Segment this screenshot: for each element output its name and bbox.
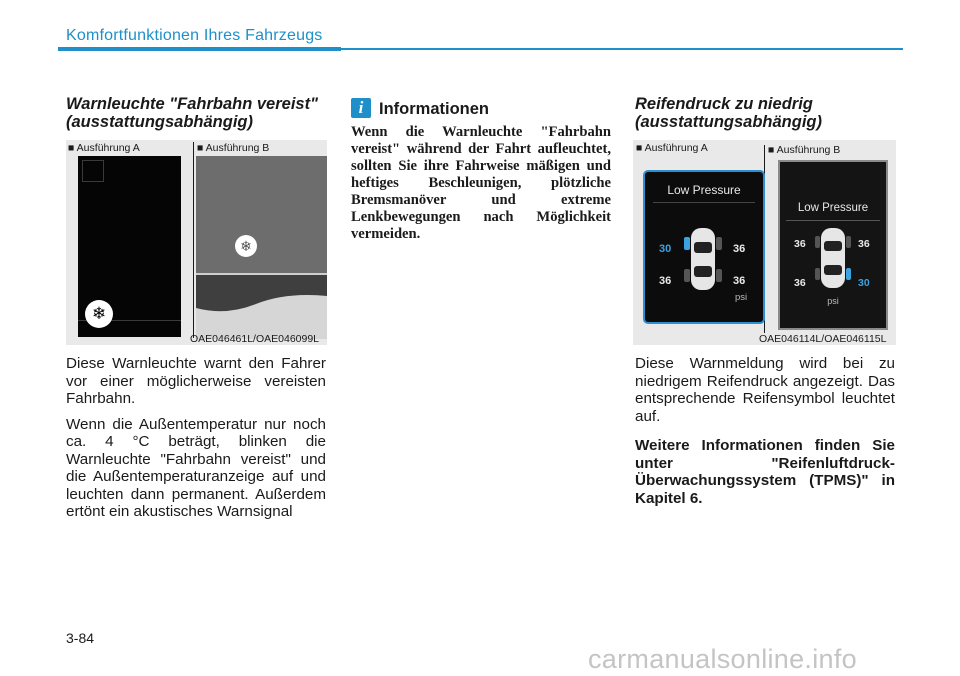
paragraph-bold: Weitere Informationen finden Sie unter "Reifenluftdruck-Überwachungssystem (TPMS)" in Kapitel 6. (635, 437, 895, 507)
tpms-title-rule (786, 220, 880, 221)
car-top-view-icon (683, 226, 723, 292)
info-icon: i (351, 98, 371, 118)
section-title-line1: Reifendruck zu niedrig (635, 95, 813, 113)
watermark: carmanualsonline.info (588, 644, 857, 674)
figure-code: OAE046461L/OAE046099L (190, 333, 320, 345)
figure-road-ice-warning (66, 140, 327, 345)
header-rule-thick (58, 47, 341, 51)
tpms-unit: psi (827, 296, 839, 306)
screen-frame-corner (82, 160, 104, 182)
paragraph: Wenn die Außentemperatur nur noch ca. 4 °C beträgt, blinken die Warnleuchte "Fahrbahn vereist" und die Außentemperaturanzeige auf und leuchten dann permanent. Außerdem ertönt ein akustisches Warnsignal (66, 415, 326, 520)
section-title-line1: Warnleuchte "Fahrbahn vereist" (66, 95, 318, 113)
page-number: 3-84 (66, 630, 95, 646)
section-title-road-ice (66, 95, 336, 131)
figure-low-pressure (633, 140, 896, 345)
tpms-title: Low Pressure (797, 202, 869, 214)
tire-pressure-fl: 30 (659, 243, 672, 255)
chapter-title: Komfortfunktionen Ihres Fahrzeugs (66, 27, 323, 44)
right-body (635, 355, 895, 515)
info-text: Wenn die Warnleuchte "Fahrbahn vereist" während der Fahrt aufleuchtet, sollten Sie ihre Fahrweise mäßigen und heftiges Beschleunigen, plötzliche Bremsmanöver und extreme Lenkbewegungen nach Möglichkeit vermeiden. (351, 124, 611, 242)
car-top-view-icon (814, 226, 852, 290)
tire-pressure-rl: 36 (794, 277, 806, 289)
header-rule-thin (341, 48, 903, 50)
tire-pressure-rl: 36 (659, 275, 672, 287)
left-body (66, 355, 326, 529)
tire-pressure-rr: 36 (733, 275, 746, 287)
paragraph: Diese Warnleuchte warnt den Fahrer vor einer möglicherweise vereisten Fahrbahn. (66, 355, 326, 407)
figure-divider (193, 142, 194, 338)
figure-label-b: ■ Ausführung B (197, 142, 270, 154)
paragraph: Diese Warnmeldung wird bei zu niedrigem Reifendruck angezeigt. Das entsprechende Reifensymbol leuchtet auf. (635, 355, 895, 425)
tpms-screen-a (643, 170, 765, 324)
tire-pressure-fr: 36 (858, 238, 870, 250)
info-title: Informationen (379, 100, 489, 118)
figure-code: OAE046114L/OAE046115L (759, 333, 887, 345)
figure-label-a: ■ Ausführung A (68, 142, 140, 154)
section-title-line2: (ausstattungsabhängig) (635, 113, 823, 131)
tire-pressure-fl: 36 (794, 238, 806, 250)
section-title-low-pressure (635, 95, 905, 131)
snowflake-icon: ❄ (235, 235, 257, 257)
tpms-unit: psi (735, 292, 748, 303)
tire-pressure-fr: 36 (733, 243, 746, 255)
figure-label-b: ■ Ausführung B (768, 144, 841, 156)
snowflake-icon: ❄ (85, 300, 113, 328)
figure-label-a: ■ Ausführung A (636, 142, 708, 154)
cluster-screen-b (196, 156, 327, 339)
cluster-screen-a (78, 156, 181, 337)
tpms-title: Low Pressure (667, 183, 741, 197)
tpms-screen-b (778, 160, 888, 330)
section-title-line2: (ausstattungsabhängig) (66, 113, 254, 131)
tpms-title-rule (653, 202, 755, 203)
tire-pressure-rr: 30 (858, 277, 870, 289)
